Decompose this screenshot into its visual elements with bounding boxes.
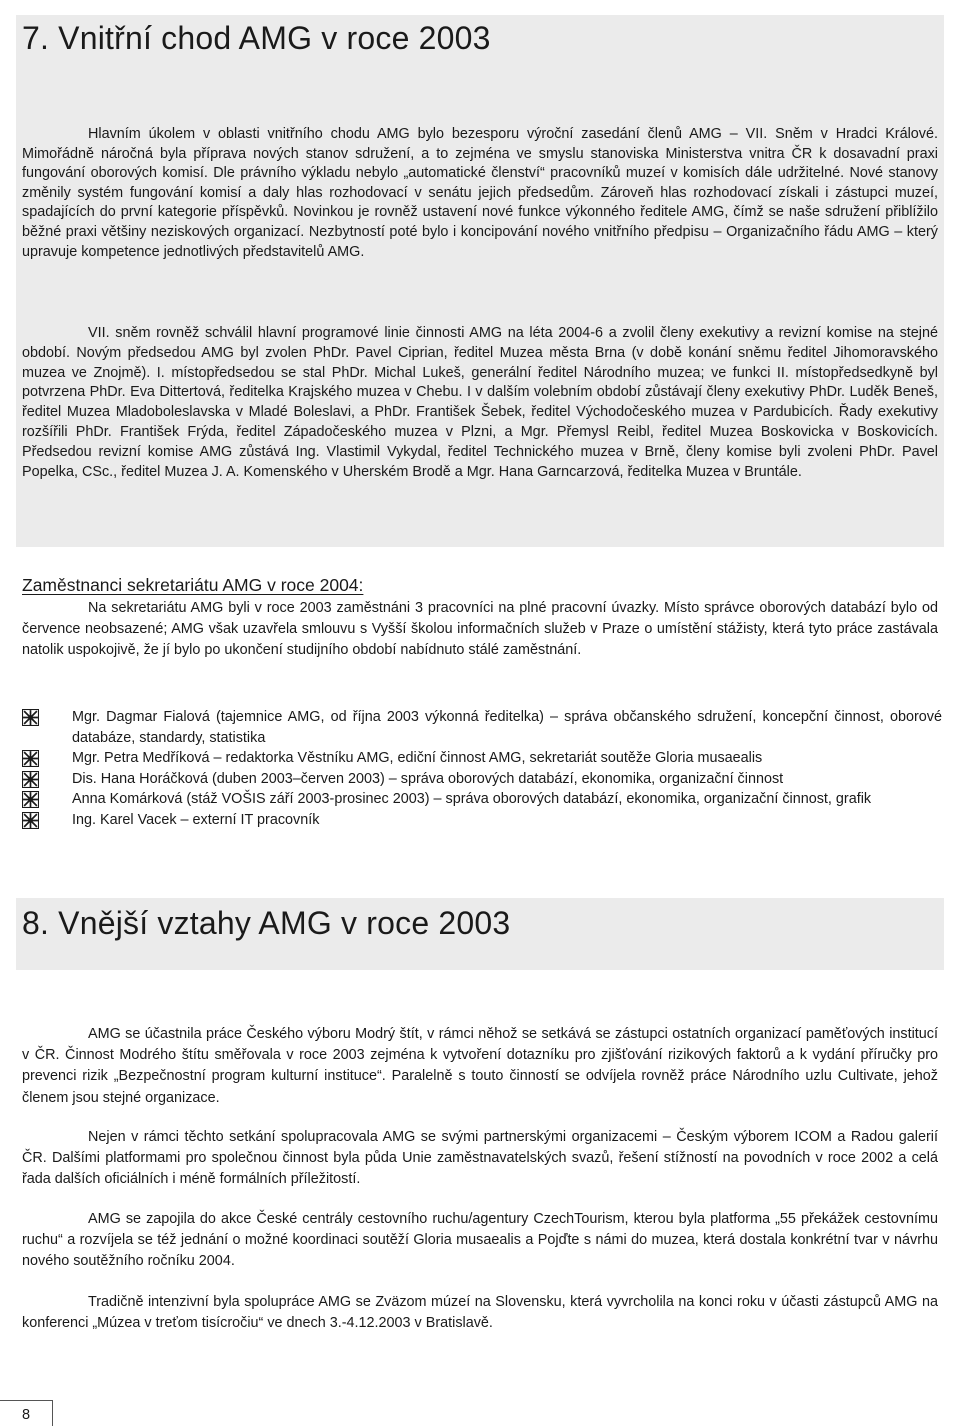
staff-item-text: Mgr. Petra Medříková – redaktorka Věstníku AMG, ediční činnost AMG, sekretariát soutěže Gloria musaealis	[72, 750, 763, 766]
cross-bullet-icon	[22, 791, 39, 808]
staff-heading: Zaměstnanci sekretariátu AMG v roce 2004:	[22, 575, 364, 595]
section8-paragraph-4: Tradičně intenzivní byla spolupráce AMG se Zväzom múzeí na Slovensku, která vyvrcholila na konci roku v účasti zástupců AMG na konferenci „Múzea v treťom tisícročiu“ ve dnech 3.-4.12.2003 v Bratislavě.	[22, 1294, 938, 1332]
cross-bullet-icon	[22, 750, 39, 767]
footer-rule	[0, 1400, 52, 1401]
staff-list-item	[22, 789, 942, 810]
staff-item-text: Dis. Hana Horáčková (duben 2003–červen 2003) – správa oborových databází, ekonomika, organizační činnost	[72, 770, 784, 787]
cross-bullet-icon	[22, 709, 39, 726]
staff-intro: Na sekretariátu AMG byli v roce 2003 zaměstnáni 3 pracovníci na plné pracovní úvazky. Místo správce oborových databází bylo od července neobsazené; AMG však uzavřela smlouvu s Vyšší školou informačních služeb v Praze o umístění stážisty, která tyto práce zastávala natolik uspokojivě, že jí bylo po ukončení studijního období nabídnuto stálé zaměstnání.	[22, 600, 938, 658]
page-number: 8	[22, 1407, 31, 1423]
section7-paragraph-2: VII. sněm rovněž schválil hlavní programové linie činnosti AMG na léta 2004-6 a zvolil členy exekutivy a revizní komise na stejné období. Novým předsedou AMG byl zvolen PhDr. Pavel Ciprian, ředitel Muzea města Brna (v době konání sněmu ředitel Jihomoravského muzea ve Znojmě). I. místopředsedou se stal PhDr. Michal Lukeš, generální ředitel Národního muzea; ve funkci II. místopředsedkyně byl potvrzena PhDr. Eva Dittertová, ředitelka Krajského muzea v Chebu. I v dalším volebním období zůstávají členy exekutivy PhDr. Luděk Beneš, ředitel Muzea Mladoboleslavska v Mladé Boleslavi, a PhDr. František Šebek, ředitel Východočeského muzea v Pardubicích. Řady exekutivy rozšířili PhDr. František Frýda, ředitel Západočeského muzea v Plzni, a Mgr. Přemysl Reibl, ředitel Muzea Boskovicka v Boskovicích. Předsedou revizní komise AMG zůstává Ing. Vlastimil Vykydal, ředitel Technického muzea v Brně, členy komise byli zvoleni PhDr. Pavel Popelka, CSc., ředitel Muzea J. A. Komenského v Uherském Brodě a Mgr. Hana Garncarzová, ředitelka Muzea v Bruntále.	[22, 325, 938, 480]
section8-paragraph-2: Nejen v rámci těchto setkání spolupracovala AMG se svými partnerskými organizacemi – Českým výborem ICOM a Radou galerií ČR. Dalšími platformami pro společnou činnost byla půda Unie zaměstnavatelských svazů, řešení stížností na povodních v roce 2002 a celá řada dalších oficiálních i méně formálních příležitostí.	[22, 1129, 938, 1188]
section7-title: 7. Vnitřní chod AMG v roce 2003	[22, 20, 491, 56]
section8-paragraph-3: AMG se zapojila do akce České centrály cestovního ruchu/agentury CzechTourism, kterou byla platforma „55 překážek cestovnímu ruchu“ a rozvíjela se též jednání o možné koordinaci soutěží Gloria musaealis a Pojďte s námi do muzea, která dostala konkrétní tvar v návrhu nového soutěžního ročníku 2004.	[22, 1211, 938, 1270]
staff-item-text: Anna Komárková (stáž VOŠIS září 2003-prosinec 2003) – správa oborových databází, ekonomika, organizační činnost, grafik	[72, 791, 872, 807]
cross-bullet-icon	[22, 812, 39, 829]
footer-divider	[52, 1400, 53, 1426]
staff-item-text: Ing. Karel Vacek – externí IT pracovník	[72, 811, 320, 828]
staff-item-text: Mgr. Dagmar Fialová (tajemnice AMG, od října 2003 výkonná ředitelka) – správa občanského sdružení, koncepční činnost, oborové databáze, standardy, statistika	[72, 709, 942, 746]
staff-list-item	[22, 748, 942, 769]
cross-bullet-icon	[22, 771, 39, 788]
section7-paragraph-1: Hlavním úkolem v oblasti vnitřního chodu AMG bylo bezesporu výroční zasedání členů AMG – VII. Sněm v Hradci Králové. Mimořádně náročná byla příprava nových stanov sdružení, a to zejména ve smyslu stanoviska Ministerstva vnitra ČR k dosavadní praxi fungování oborových komisí. Dle právního výkladu nebylo „automatické členství“ pracovníků muzeí v komisích dále udržitelné. Nové stanovy změnily systém fungování komisí a daly hlas rozhodovací v senátu jejich předsedům. Zároveň hlas rozhodovací získali i zástupci muzeí, spadajících do první kategorie příspěvků. Novinkou je rovněž ustavení nové funkce výkonného ředitele AMG, čímž se naše sdružení přiblížilo běžné praxi většiny neziskových organizací. Nezbytností poté bylo i koncipování nového vnitřního předpisu – Organizačního řádu AMG – který upravuje kompetence jednotlivých představitelů AMG.	[22, 126, 938, 260]
staff-list-item	[22, 707, 942, 748]
section8-paragraph-1: AMG se účastnila práce Českého výboru Modrý štít, v rámci něhož se setkává se zástupci ostatních organizací paměťových institucí v ČR. Činnost Modrého štítu směřovala v roce 2003 zejména k vytvoření dotazníku pro zjišťování rizikových faktorů a k vydání příručky pro prevenci rizik „Bezpečnostní program kulturní instituce“. Paralelně s touto činností se odvíjela rovněž práce Národního uzlu Cultivate, jehož členem jsou stejné organizace.	[22, 1026, 938, 1106]
staff-list	[22, 707, 942, 830]
section8-title: 8. Vnější vztahy AMG v roce 2003	[22, 905, 511, 941]
staff-list-item	[22, 810, 942, 831]
staff-list-item	[22, 769, 942, 790]
